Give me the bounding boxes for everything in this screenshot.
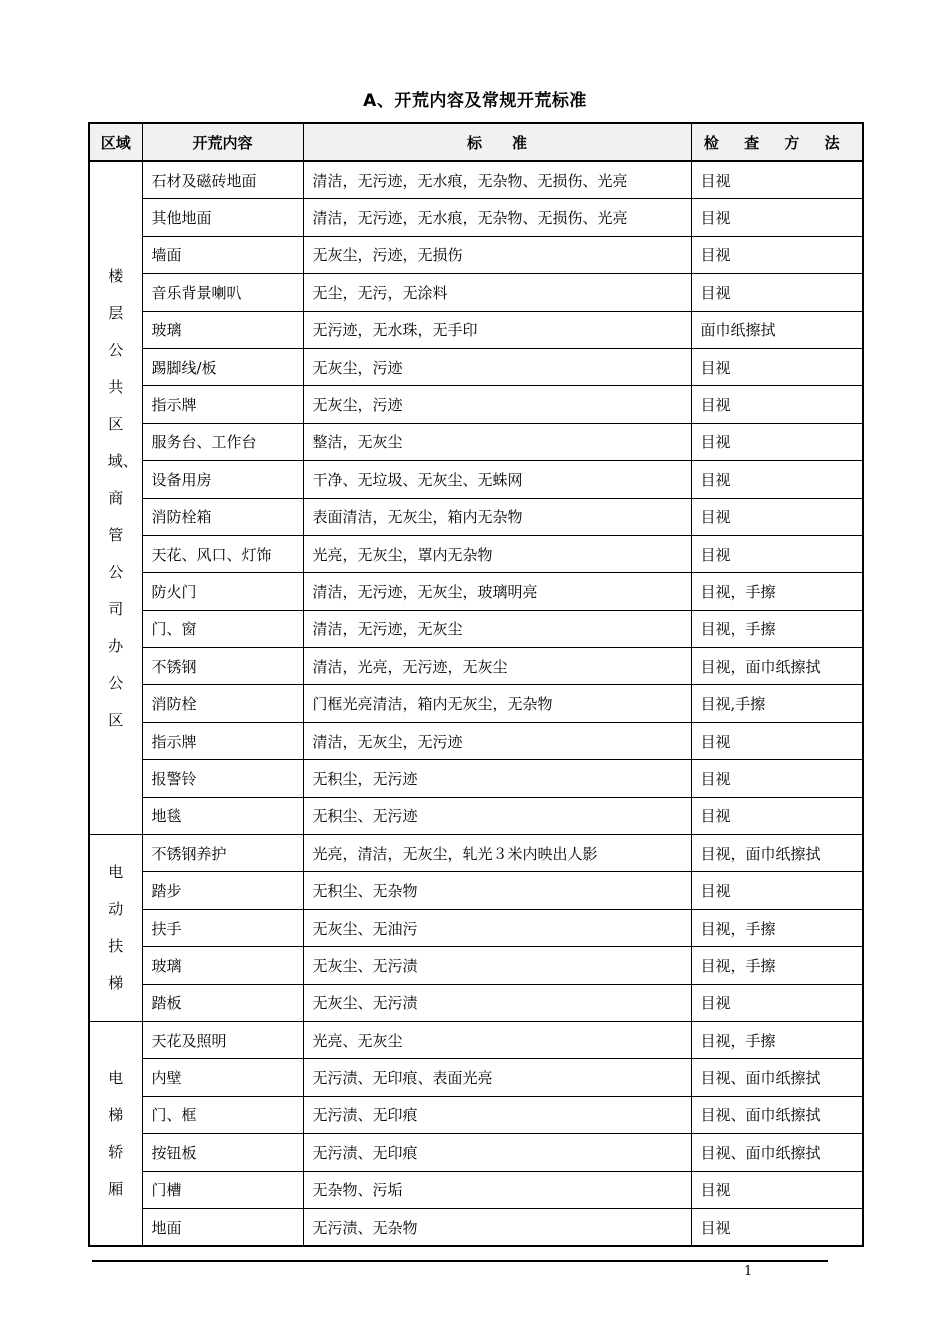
content-cell: 按钮板 bbox=[142, 1134, 303, 1171]
region-cell bbox=[89, 835, 142, 1022]
table-row bbox=[89, 872, 863, 909]
method-cell: 目视 bbox=[691, 498, 863, 535]
method-cell: 目视、面巾纸擦拭 bbox=[691, 1059, 863, 1096]
method-cell: 目视 bbox=[691, 348, 863, 385]
standard-cell: 光亮，无灰尘，罩内无杂物 bbox=[303, 535, 691, 572]
content-cell: 指示牌 bbox=[142, 386, 303, 423]
table-row bbox=[89, 498, 863, 535]
table-row bbox=[89, 648, 863, 685]
content-cell: 石材及磁砖地面 bbox=[142, 161, 303, 199]
standard-cell: 光亮、无灰尘 bbox=[303, 1021, 691, 1058]
content-cell: 地毯 bbox=[142, 797, 303, 834]
standard-cell: 无积尘，无污迹 bbox=[303, 760, 691, 797]
table-header-row bbox=[89, 123, 863, 161]
standard-cell: 整洁，无灰尘 bbox=[303, 423, 691, 460]
content-cell: 报警铃 bbox=[142, 760, 303, 797]
method-cell: 面巾纸擦拭 bbox=[691, 311, 863, 348]
method-cell: 目视 bbox=[691, 199, 863, 236]
content-cell: 门、框 bbox=[142, 1096, 303, 1133]
method-cell: 目视 bbox=[691, 872, 863, 909]
standard-cell: 门框光亮清洁，箱内无灰尘，无杂物 bbox=[303, 685, 691, 722]
table-row bbox=[89, 461, 863, 498]
region-label: 电梯轿厢 bbox=[108, 1068, 124, 1198]
table-row bbox=[89, 722, 863, 759]
table-row bbox=[89, 535, 863, 572]
standard-cell: 清洁，无灰尘，无污迹 bbox=[303, 722, 691, 759]
standard-cell: 无污渍、无杂物 bbox=[303, 1208, 691, 1246]
standard-cell: 光亮，清洁，无灰尘，轧光３米内映出人影 bbox=[303, 835, 691, 872]
content-cell: 踏板 bbox=[142, 984, 303, 1021]
standard-cell: 清洁，无污迹，无灰尘 bbox=[303, 610, 691, 647]
table-row bbox=[89, 835, 863, 872]
standard-cell: 无积尘、无杂物 bbox=[303, 872, 691, 909]
method-cell: 目视、面巾纸擦拭 bbox=[691, 1134, 863, 1171]
table-row bbox=[89, 199, 863, 236]
standards-table bbox=[88, 122, 864, 1247]
standard-cell: 无灰尘，污迹 bbox=[303, 348, 691, 385]
content-cell: 音乐背景喇叭 bbox=[142, 274, 303, 311]
table-row bbox=[89, 161, 863, 199]
content-cell: 内壁 bbox=[142, 1059, 303, 1096]
content-cell: 设备用房 bbox=[142, 461, 303, 498]
table-row bbox=[89, 274, 863, 311]
standard-cell: 无积尘、无污迹 bbox=[303, 797, 691, 834]
method-cell: 目视,手擦 bbox=[691, 685, 863, 722]
table-row bbox=[89, 984, 863, 1021]
table-row bbox=[89, 236, 863, 273]
content-cell: 不锈钢养护 bbox=[142, 835, 303, 872]
content-cell: 踢脚线/板 bbox=[142, 348, 303, 385]
table-row bbox=[89, 685, 863, 722]
content-cell: 天花、风口、灯饰 bbox=[142, 535, 303, 572]
method-cell: 目视 bbox=[691, 274, 863, 311]
standard-cell: 无污迹，无水珠，无手印 bbox=[303, 311, 691, 348]
standard-cell: 无污渍、无印痕、表面光亮 bbox=[303, 1059, 691, 1096]
method-cell: 目视，手擦 bbox=[691, 610, 863, 647]
content-cell: 墙面 bbox=[142, 236, 303, 273]
method-cell: 目视 bbox=[691, 984, 863, 1021]
table-row bbox=[89, 1059, 863, 1096]
standard-cell: 干净、无垃圾、无灰尘、无蛛网 bbox=[303, 461, 691, 498]
standard-cell: 清洁，光亮，无污迹，无灰尘 bbox=[303, 648, 691, 685]
table-body bbox=[89, 161, 863, 1246]
table-row bbox=[89, 610, 863, 647]
standard-cell: 无杂物、污垢 bbox=[303, 1171, 691, 1208]
method-cell: 目视 bbox=[691, 722, 863, 759]
method-cell: 目视，手擦 bbox=[691, 909, 863, 946]
content-cell: 扶手 bbox=[142, 909, 303, 946]
standard-cell: 无灰尘、无污渍 bbox=[303, 947, 691, 984]
method-cell: 目视，手擦 bbox=[691, 947, 863, 984]
content-cell: 天花及照明 bbox=[142, 1021, 303, 1058]
table-row bbox=[89, 423, 863, 460]
header-standard: 标 准 bbox=[303, 123, 691, 161]
standard-cell: 清洁，无污迹，无灰尘，玻璃明亮 bbox=[303, 573, 691, 610]
standard-cell: 无尘，无污，无涂料 bbox=[303, 274, 691, 311]
content-cell: 踏步 bbox=[142, 872, 303, 909]
footer-divider bbox=[92, 1260, 828, 1262]
table-row bbox=[89, 797, 863, 834]
table-row bbox=[89, 1208, 863, 1246]
content-cell: 不锈钢 bbox=[142, 648, 303, 685]
content-cell: 消防栓箱 bbox=[142, 498, 303, 535]
table-row bbox=[89, 1096, 863, 1133]
standard-cell: 清洁，无污迹，无水痕，无杂物、无损伤、光亮 bbox=[303, 161, 691, 199]
region-cell bbox=[89, 161, 142, 835]
page-number: 1 bbox=[744, 1264, 753, 1279]
standard-cell: 无污渍、无印痕 bbox=[303, 1134, 691, 1171]
table-row bbox=[89, 348, 863, 385]
table-row bbox=[89, 1171, 863, 1208]
table-row bbox=[89, 311, 863, 348]
method-cell: 目视，手擦 bbox=[691, 573, 863, 610]
method-cell: 目视，面巾纸擦拭 bbox=[691, 835, 863, 872]
method-cell: 目视 bbox=[691, 1208, 863, 1246]
content-cell: 防火门 bbox=[142, 573, 303, 610]
content-cell: 其他地面 bbox=[142, 199, 303, 236]
method-cell: 目视，面巾纸擦拭 bbox=[691, 648, 863, 685]
region-cell bbox=[89, 1021, 142, 1246]
method-cell: 目视 bbox=[691, 760, 863, 797]
table-row bbox=[89, 909, 863, 946]
method-cell: 目视 bbox=[691, 1171, 863, 1208]
standard-cell: 无污渍、无印痕 bbox=[303, 1096, 691, 1133]
document-title: A、开荒内容及常规开荒标准 bbox=[363, 91, 587, 111]
content-cell: 消防栓 bbox=[142, 685, 303, 722]
method-cell: 目视，手擦 bbox=[691, 1021, 863, 1058]
content-cell: 玻璃 bbox=[142, 947, 303, 984]
standard-cell: 无灰尘，污迹 bbox=[303, 386, 691, 423]
content-cell: 门、窗 bbox=[142, 610, 303, 647]
content-cell: 地面 bbox=[142, 1208, 303, 1246]
content-cell: 玻璃 bbox=[142, 311, 303, 348]
method-cell: 目视 bbox=[691, 236, 863, 273]
table-row bbox=[89, 1134, 863, 1171]
region-label: 楼层公共区域、商管公司办公区 bbox=[107, 266, 138, 729]
header-content: 开荒内容 bbox=[142, 123, 303, 161]
content-cell: 服务台、工作台 bbox=[142, 423, 303, 460]
standard-cell: 无灰尘、无污渍 bbox=[303, 984, 691, 1021]
table-row bbox=[89, 573, 863, 610]
standard-cell: 无灰尘，污迹，无损伤 bbox=[303, 236, 691, 273]
method-cell: 目视 bbox=[691, 423, 863, 460]
standard-cell: 清洁，无污迹，无水痕，无杂物、无损伤、光亮 bbox=[303, 199, 691, 236]
table-row bbox=[89, 1021, 863, 1058]
method-cell: 目视 bbox=[691, 461, 863, 498]
method-cell: 目视 bbox=[691, 386, 863, 423]
content-cell: 指示牌 bbox=[142, 722, 303, 759]
method-cell: 目视、面巾纸擦拭 bbox=[691, 1096, 863, 1133]
header-method: 检 查 方 法 bbox=[691, 123, 863, 161]
content-cell: 门槽 bbox=[142, 1171, 303, 1208]
region-label: 电动扶梯 bbox=[108, 863, 124, 992]
method-cell: 目视 bbox=[691, 535, 863, 572]
header-region: 区域 bbox=[89, 123, 142, 161]
method-cell: 目视 bbox=[691, 161, 863, 199]
table-row bbox=[89, 760, 863, 797]
method-cell: 目视 bbox=[691, 797, 863, 834]
table-row bbox=[89, 386, 863, 423]
standard-cell: 表面清洁，无灰尘，箱内无杂物 bbox=[303, 498, 691, 535]
table-row bbox=[89, 947, 863, 984]
standard-cell: 无灰尘、无油污 bbox=[303, 909, 691, 946]
